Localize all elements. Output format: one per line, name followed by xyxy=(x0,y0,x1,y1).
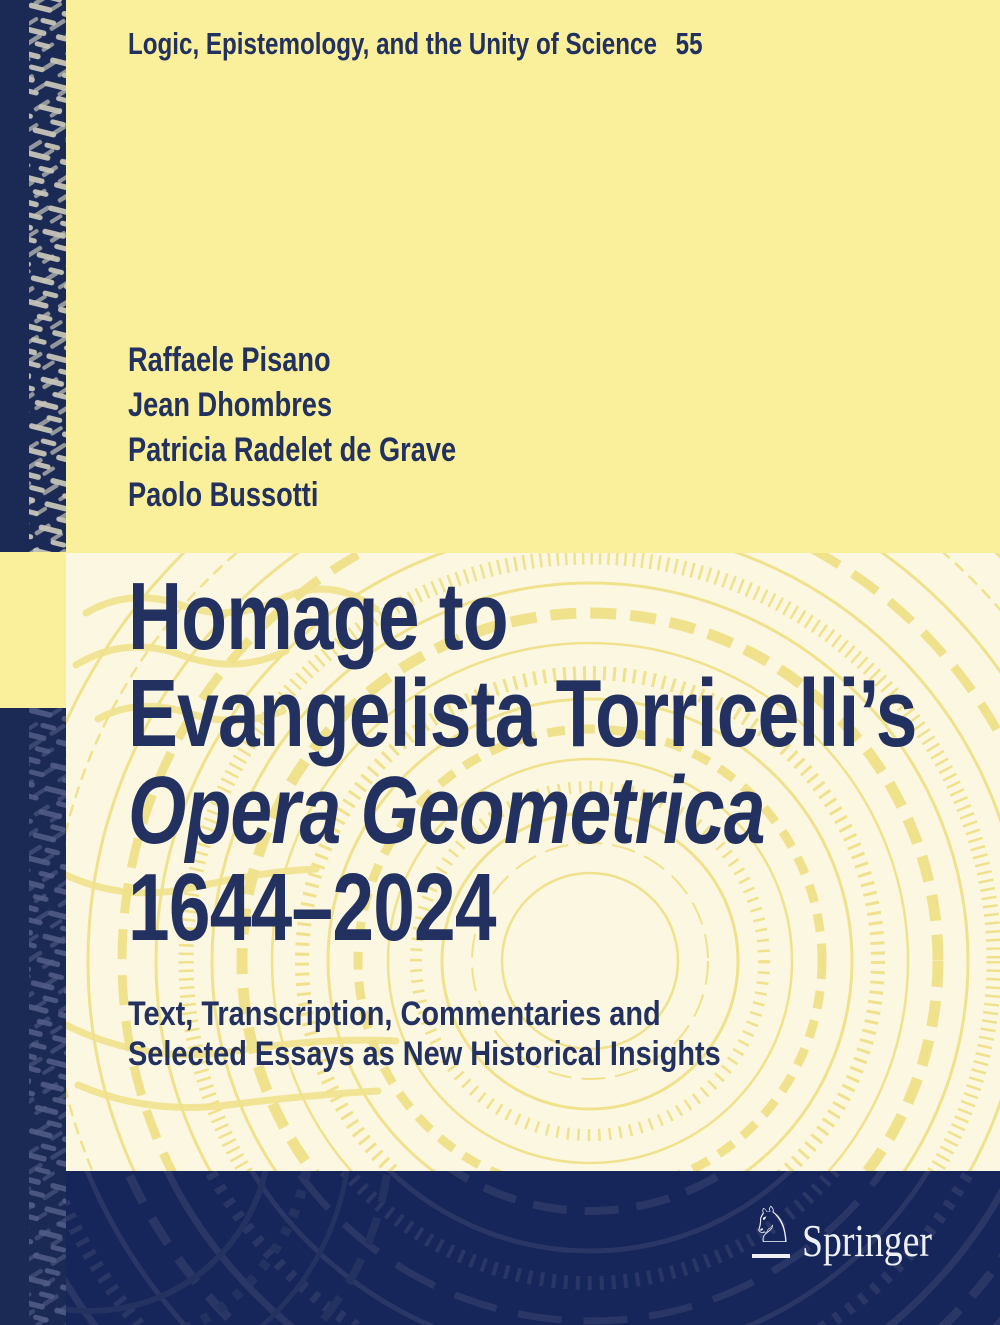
author-name: Raffaele Pisano xyxy=(128,341,331,379)
springer-horse-icon: ♘ xyxy=(750,1196,795,1254)
author-name: Patricia Radelet de Grave xyxy=(128,431,457,469)
series-title xyxy=(128,25,703,63)
authors-block xyxy=(128,338,456,518)
left-texture-strip-bottom xyxy=(29,705,66,1325)
book-subtitle xyxy=(128,994,721,1074)
book-title-line-years: 1644–2024 xyxy=(128,854,496,961)
book-title-line-italic: Opera Geometrica xyxy=(128,757,765,864)
book-title-line: Evangelista Torricelli’s xyxy=(128,660,917,767)
series-volume-number: 55 xyxy=(675,26,703,61)
springer-logo-underline xyxy=(752,1254,790,1258)
series-color-tab xyxy=(0,552,66,708)
author-name: Jean Dhombres xyxy=(128,386,333,424)
author-name: Paolo Bussotti xyxy=(128,476,319,514)
book-title xyxy=(128,563,917,961)
left-texture-strip-top xyxy=(29,0,66,553)
book-subtitle-line: Selected Essays as New Historical Insights xyxy=(128,1035,721,1073)
book-title-line: Homage to xyxy=(128,563,508,670)
publisher-name: Springer xyxy=(802,1215,932,1266)
series-title-text: Logic, Epistemology, and the Unity of Science xyxy=(128,26,657,61)
book-subtitle-line: Text, Transcription, Commentaries and xyxy=(128,995,661,1033)
